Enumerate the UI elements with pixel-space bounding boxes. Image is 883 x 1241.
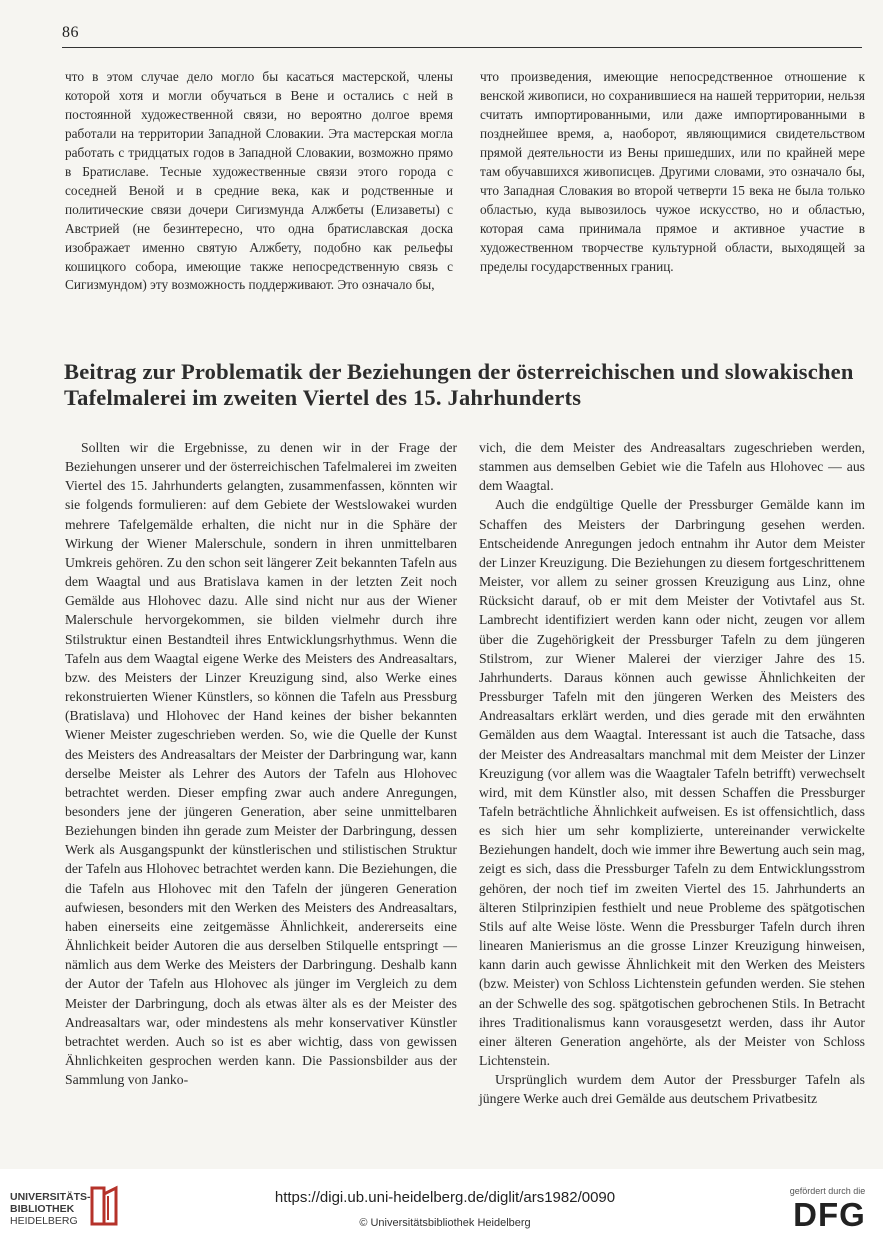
page-number: 86: [62, 24, 79, 41]
german-paragraph: Sollten wir die Ergebnisse, zu denen wir in der Frage der Beziehungen unserer und der österreichischen Tafelmalerei im zweiten Viertel des 15. Jahrhunderts gelangten, zusammenfassen, könnten wir sie folgends formulieren: auf dem Gebiete der Westslowakei wurden mehrere Tafelgemälde erhalten, die nicht nur in die Sphäre der Wirkung der Wiener Malerschule, sondern in ihren unmittelbaren Umkreis gehören. Zu den schon seit längerer Zeit bekannten Tafeln aus dem Waagtal und aus Bratislava kamen in der letzten Zeit noch Gemälde aus Hlohovec dazu. Alle sind nicht nur aus der Wiener Malerschule hervorgekommen, sie bilden vielmehr durch ihre Stilstruktur einen Bestandteil ihres Entwicklungsrhythmus. Wenn die Tafeln aus dem Waagtal eigene Werke des Meisters des Andreasaltars, bzw. des Meisters der Linzer Kreuzigung sind, also Werke eines rekonstruierten Wiener Künstlers, so können die Tafeln aus Pressburg (Bratislava) und Hlohovec der Hand keines der bisher bekannten Wiener Meister zugeschrieben werden. So, wie die Quelle der Kunst des Meisters des Andreasaltars der Meister der Darbringung war, kann derselbe Meister als Lehrer des Autors der Tafeln aus Hlohovec betrachtet werden. Dieser empfing zwar auch andere Anregungen, besonders jene der jüngeren Generation, aber seine unmittelbaren Beziehungen binden ihn gerade zum Meister der Darbringung, dessen Werk als Ausgangspunkt der künstlerischen und stilistischen Struktur der Tafeln aus Hlohovec betrachtet werden kann. Die Beziehungen, die die Tafeln aus Hlohovec mit den Tafeln der jüngeren Generation aufwiesen, besonders mit den Werken des Meisters des Andreasaltars, haben einerseits eine zeitgemässe Ähnlichkeit, andererseits eine Ähnlichkeit beider Autoren die aus derselben Stilquelle entspringt — nämlich aus dem Werke des Meisters der Darbringung. Deshalb kann der Autor der Tafeln aus Hlohovec als jünger im Vergleich zu dem Meister der Darbringung, doch als etwas älter als es der Meister des Andreasaltars war, oder mindestens als mehr konservativer Künstler betrachtet werden. Auch so ist es aber wichtig, dass von gewissen Ähnlichkeiten gesprochen werden kann. Die Passionsbilder aus der Sammlung von Janko-: [65, 440, 457, 1088]
library-name-line: BIBLIOTHEK: [10, 1203, 75, 1215]
header-rule: [62, 47, 862, 48]
german-paragraph: Auch die endgültige Quelle der Pressburger Gemälde kann im Schaffen des Meisters der Darbringung gesehen werden. Entscheidende Anregungen jedoch entnahm ihr Autor dem Meister der Linzer Kreuzigung. Die Beziehungen zu diesem fortgeschrittenem Meister, vor allem zu seiner grossen Kreuzigung aus Linz, ohne Rücksicht darauf, ob er mit dem Meister der Votivtafel aus St. Lambrecht identifiziert werden kann oder nicht, zeugen vor allem über die Zugehörigkeit der Pressburger Tafeln zu dem jüngeren Stilstrom, zur Wiener Malerei der vierziger Jahre des 15. Jahrhunderts. Daraus können auch gewisse Ähnlichkeiten der Pressburger Tafeln mit den jüngeren Werken des Meisters des Andreasaltars erklärt werden, und dies gerade mit den erwähnten Gemälden aus dem Waagtal. Interessant ist auch die Tatsache, dass der Meister des Andreasaltars manchmal mit dem Meister der Linzer Kreuzigung (vor allem was die Waagtaler Tafeln betrifft) verwechselt wird, mit dem Künstler also, mit dessen Schaffen die Pressburger Tafeln beträchtliche Ähnlichkeit aufweisen. Es ist offensichtlich, dass es sich hier um sehr komplizierte, untereinander verwickelte Beziehungen handelt, doch wie immer ihre Bewertung auch sein mag, zeigt es sich, dass die Pressburger Tafeln zu dem Entwicklungsstrom gehören, der noch tief im zweiten Viertel des 15. Jahrhunderts an älteren Stilprinzipien festhielt und neue Probleme des spätgotischen Stils auf alte Weise löste. Wenn die Pressburger Tafeln durch ihren linearen Manierismus an die grosse Linzer Kreuzigung hinweisen, kann darin auch gewisse Ähnlichkeit mit den Werken des Meisters (bzw. Meister) von Schloss Lichtenstein gefunden werden. Sie stehen an der Schwelle des sog. spätgotischen gebrochenen Stils. In Betracht ihres Traditionalismus kann vorausgesetzt werden, dass ihr Autor einer älteren Generation angehörte, als der Meister von Schloss Lichtenstein.: [479, 497, 865, 1068]
german-paragraph: Ursprünglich wurdem dem Autor der Pressburger Tafeln als jüngere Werke auch drei Gemälde aus deutschem Privatbesitz: [479, 1072, 865, 1107]
russian-column-right: [480, 68, 865, 276]
german-column-right: [479, 438, 865, 1108]
german-column-left: [65, 438, 457, 1089]
russian-text-left: что в этом случае дело могло бы касаться мастерской, члены которой хотя и могли обучаться в Вене и остались с ней в постоянной художественной связи, но вероятно долгое время работали на территории Западной Словакии. Эта мастерская могла работать с тридцатых годов в Западной Словакии, возможно прямо в Братиславе. Тесные художественные связи этого города с соседней Веной и в средние века, как и родственные и политические связи дочери Сигизмунда Алжбеты (Елизаветы) с Австрией (не безинтересно, что одна братиславская доска изображает именно святую Алжбету, подобно как рельефы кошицкого собора, имеющие также непосредственную связь с Сигизмундом) эту возможность поддерживают. Это означало бы,: [65, 69, 453, 293]
russian-text-right: что произведения, имеющие непосредственное отношение к венской живописи, но сохранившиеся на нашей территории, нельзя считать импортированными, или даже импортированными в позднейшее время, а, наоборот, являющимися свидетельством прямой деятельности из Вены пришедших, или по крайней мере там обучавшихся живописцев. Другими словами, это означало бы, что Западная Словакия во второй четверти 15 века не была только областью, куда вывозилось чужое искусство, но и областью, которая сама принимала прямое и активное участие в художественном творчестве культурной области, выходящей за пределы государственных границ.: [480, 69, 865, 274]
funding-note: gefördert durch die: [789, 1186, 866, 1196]
russian-column-left: [65, 68, 453, 295]
copyright-notice: © Universitätsbibliothek Heidelberg: [359, 1217, 531, 1229]
document-url-link[interactable]: https://digi.ub.uni-heidelberg.de/diglit/ars1982/0090: [274, 1189, 616, 1206]
library-name-line: UNIVERSITÄTS-: [10, 1191, 91, 1203]
dfg-logo: DFG: [793, 1196, 866, 1233]
library-name-line: HEIDELBERG: [10, 1215, 78, 1227]
footer-bar: [0, 1169, 883, 1241]
german-paragraph: vich, die dem Meister des Andreasaltars zugeschrieben werden, stammen aus demselben Gebiet wie die Tafeln aus Hlohovec — aus dem Waagtal.: [479, 440, 865, 494]
article-title: Beitrag zur Problematik der Beziehungen der österreichischen und slowakischen Tafelmalerei im zweiten Viertel des 15. Jahrhunderts: [64, 359, 854, 410]
library-logo-text: [10, 1191, 91, 1227]
library-logo-icon: [88, 1184, 122, 1228]
